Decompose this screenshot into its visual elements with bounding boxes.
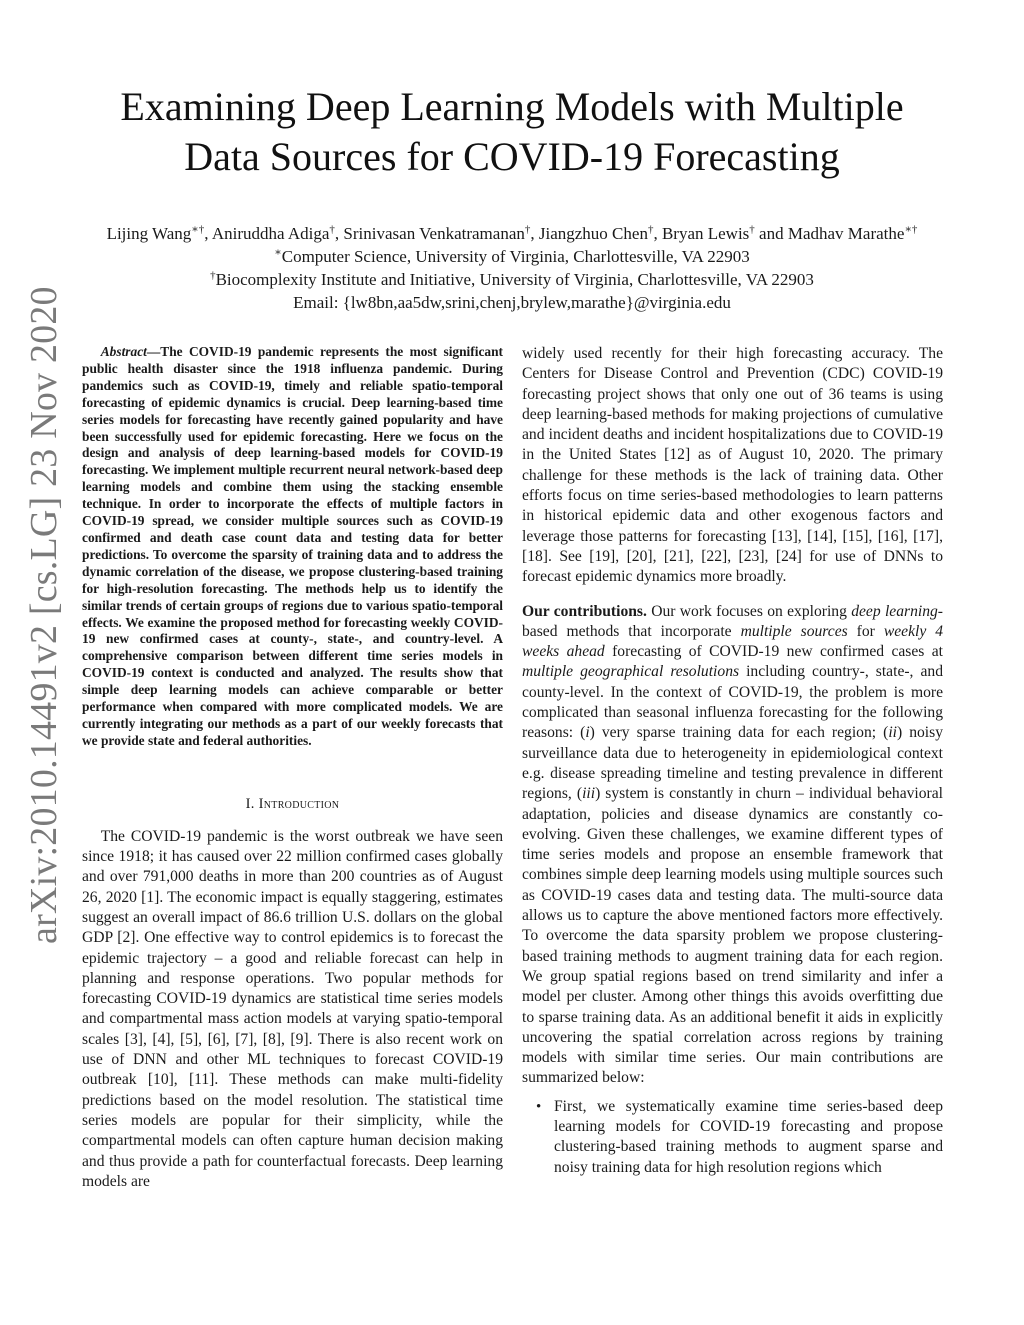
emphasis-text: weekly 4 weeks ahead bbox=[522, 622, 944, 661]
section-title: Introduction bbox=[258, 795, 340, 812]
contributions-text: ) noisy surveillance data due to heterogeneity in epidemiological context e.g. disease spreading timeline and testing prevalence in different regions, ( bbox=[522, 724, 943, 803]
affiliation-mark: † bbox=[524, 223, 531, 236]
author-name: Lijing Wang bbox=[106, 224, 192, 243]
affiliation-text: Biocomplexity Institute and Initiative, University of Virginia, Charlottesville, VA 22903 bbox=[215, 270, 814, 289]
title-line-2: Data Sources for COVID-19 Forecasting bbox=[184, 134, 840, 179]
author-name: , Bryan Lewis bbox=[653, 224, 750, 243]
author-name: and Madhav Marathe bbox=[754, 224, 905, 243]
affiliation-cs bbox=[60, 245, 964, 268]
right-column bbox=[522, 344, 943, 1178]
contributions-text: ) very sparse training data for each region; ( bbox=[589, 724, 889, 742]
left-column bbox=[82, 344, 503, 1192]
affiliation-mark: † bbox=[647, 223, 654, 236]
contributions-text: for bbox=[847, 622, 884, 640]
author-email[interactable]: Email: {lw8bn,aa5dw,srini,chenj,brylew,marathe}@virginia.edu bbox=[293, 293, 731, 312]
contributions-list bbox=[522, 1097, 943, 1178]
affiliation-mark: † bbox=[210, 269, 216, 282]
abstract-paragraph bbox=[82, 344, 503, 750]
contributions-lead: Our contributions. bbox=[522, 602, 647, 620]
abstract-label: Abstract bbox=[100, 344, 147, 359]
affiliation-mark: † bbox=[749, 223, 755, 236]
contributions-paragraph bbox=[522, 602, 943, 1089]
list-item-text: First, we systematically examine time series-based deep learning models for COVID-19 forecasting and propose clustering-based training methods to augment sparse and noisy training data for high resolution regions which bbox=[554, 1097, 943, 1176]
author-name: , Jiangzhuo Chen bbox=[530, 224, 648, 243]
emphasis-text: deep learning bbox=[851, 602, 938, 620]
emphasis-text: iii bbox=[582, 785, 596, 803]
emphasis-text: multiple sources bbox=[740, 622, 848, 640]
section-numeral: I. bbox=[245, 795, 259, 812]
contributions-text: ) system is constantly in churn – individual behavioral adaptation, policies and disease dynamics are constantly co-evolving. Given these challenges, we examine different types of time series models and propose an ensemble framework that combines simple deep learning models using multiple sources such as COVID-19 cases data and testing data. The multi-source data allows us to capture the above mentioned factors more effectively. To overcome the data sparsity problem we propose clustering-based training methods to augment training data for each region. We group spatial regions based on trend similarity and infer a model per cluster. Among other things this avoids overfitting due to sparse training data. As an additional benefit it aids in explicitly uncovering the spatial correlation across regions by training models with similar time series. Our main contributions are summarized below: bbox=[522, 785, 943, 1087]
author-name: , Aniruddha Adiga bbox=[204, 224, 330, 243]
list-item bbox=[522, 1097, 943, 1178]
intro-paragraph-continued: widely used recently for their high forecasting accuracy. The Centers for Disease Control and Prevention (CDC) COVID-19 forecasting project shows that only one out of 36 teams is using deep learning-based methods for making projections of cumulative and incident deaths and incident hospitalizations due to COVID-19 in the United States [12] as of August 10, 2020. The primary challenge for these methods is the lack of training data. Other efforts focus on time series-based methodologies to learn patterns in historical epidemic data and other exogenous factors and leverage those patterns for forecasting [13], [14], [15], [16], [17], [18]. See [19], [20], [21], [22], [23], [24] for use of DNNs to forecast epidemic dynamics more broadly. bbox=[522, 345, 943, 586]
contributions-text: forecasting of COVID-19 new confirmed cases at bbox=[604, 643, 943, 661]
bullet-icon: • bbox=[536, 1098, 542, 1115]
intro-paragraph-1: The COVID-19 pandemic is the worst outbreak we have seen since 1918; it has caused over 22 million confirmed cases globally and over 791,000 deaths in more than 200 countries as of August 26, 2020 [1]. The economic impact is equally staggering, estimates suggest an overall impact of 86.6 trillion U.S. dollars on the global GDP [2]. One effective way to control epidemics is to forecast the epidemic trajectory – a good and reliable forecast can help in planning and response operations. Two popular methods for forecasting COVID-19 dynamics are statistical time series models and compartmental mass action models at varying spatio-temporal scales [3], [4], [5], [6], [7], [8], [9]. There is also recent work on use of DNN and other ML techniques to forecast COVID-19 outbreak [10], [11]. These methods can make multi-fidelity predictions based on the model resolution. The statistical time series models are popular for their simplicity, while the compartmental models can often capture human decision making and thus provide a path for counterfactual forecasts. Deep learning models are bbox=[82, 827, 503, 1190]
author-name: , Srinivasan Venkatramanan bbox=[334, 224, 525, 243]
author-block bbox=[60, 222, 964, 314]
affiliation-mark: ∗ bbox=[274, 246, 282, 259]
arxiv-identifier-stamp[interactable]: arXiv:2010.14491v2 [cs.LG] 23 Nov 2020 bbox=[23, 286, 65, 944]
contributions-text: -based methods that incorporate bbox=[522, 602, 943, 640]
affiliation-mark: ∗† bbox=[904, 223, 918, 236]
emphasis-text: i bbox=[585, 724, 590, 742]
section-heading-introduction bbox=[82, 796, 503, 813]
author-list bbox=[60, 222, 964, 245]
affiliation-text: Computer Science, University of Virginia, Charlottesville, VA 22903 bbox=[281, 247, 750, 266]
affiliation-biocomplexity bbox=[60, 268, 964, 291]
abstract-text: —The COVID-19 pandemic represents the most significant public health disaster since the 1918 influenza pandemic. During pandemics such as COVID-19, timely and reliable spatio-temporal forecasting of epidemic dynamics is crucial. Deep learning-based time series models for forecasting have recently gained popularity and have been successfully used for epidemic forecasting. Here we focus on the design and analysis of deep learning-based models for COVID-19 forecasting. We implement multiple recurrent neural network-based deep learning models and combine them using the stacking ensemble technique. In order to incorporate the effects of multiple factors in COVID-19 spread, we consider multiple sources such as COVID-19 confirmed and death case count data and testing data for better predictions. To overcome the sparsity of training data and to address the dynamic correlation of the disease, we propose clustering-based training for high-resolution forecasting. The methods help us to identify the similar trends of certain groups of regions due to various spatio-temporal effects. We examine the proposed method for forecasting weekly COVID-19 new confirmed cases at county-, state-, and country-level. A comprehensive comparison between different time series models in COVID-19 context is conducted and analyzed. The results show that simple deep learning models can achieve comparable or better performance when compared with more complicated models. We are currently integrating our methods as a part of our weekly forecasts that we provide state and federal authorities. bbox=[82, 344, 503, 748]
emphasis-text: multiple geographical resolutions bbox=[522, 663, 740, 681]
contributions-text: including country-, state-, and county-level. In the context of COVID-19, the problem is more complicated than seasonal influenza forecasting for the following reasons: ( bbox=[522, 663, 943, 742]
emphasis-text: ii bbox=[888, 724, 897, 742]
title-line-1: Examining Deep Learning Models with Multiple bbox=[120, 84, 904, 129]
affiliation-mark: † bbox=[329, 223, 335, 236]
paper-title bbox=[60, 82, 964, 182]
contributions-text: Our work focuses on exploring bbox=[646, 602, 852, 620]
affiliation-mark: ∗† bbox=[191, 223, 205, 236]
